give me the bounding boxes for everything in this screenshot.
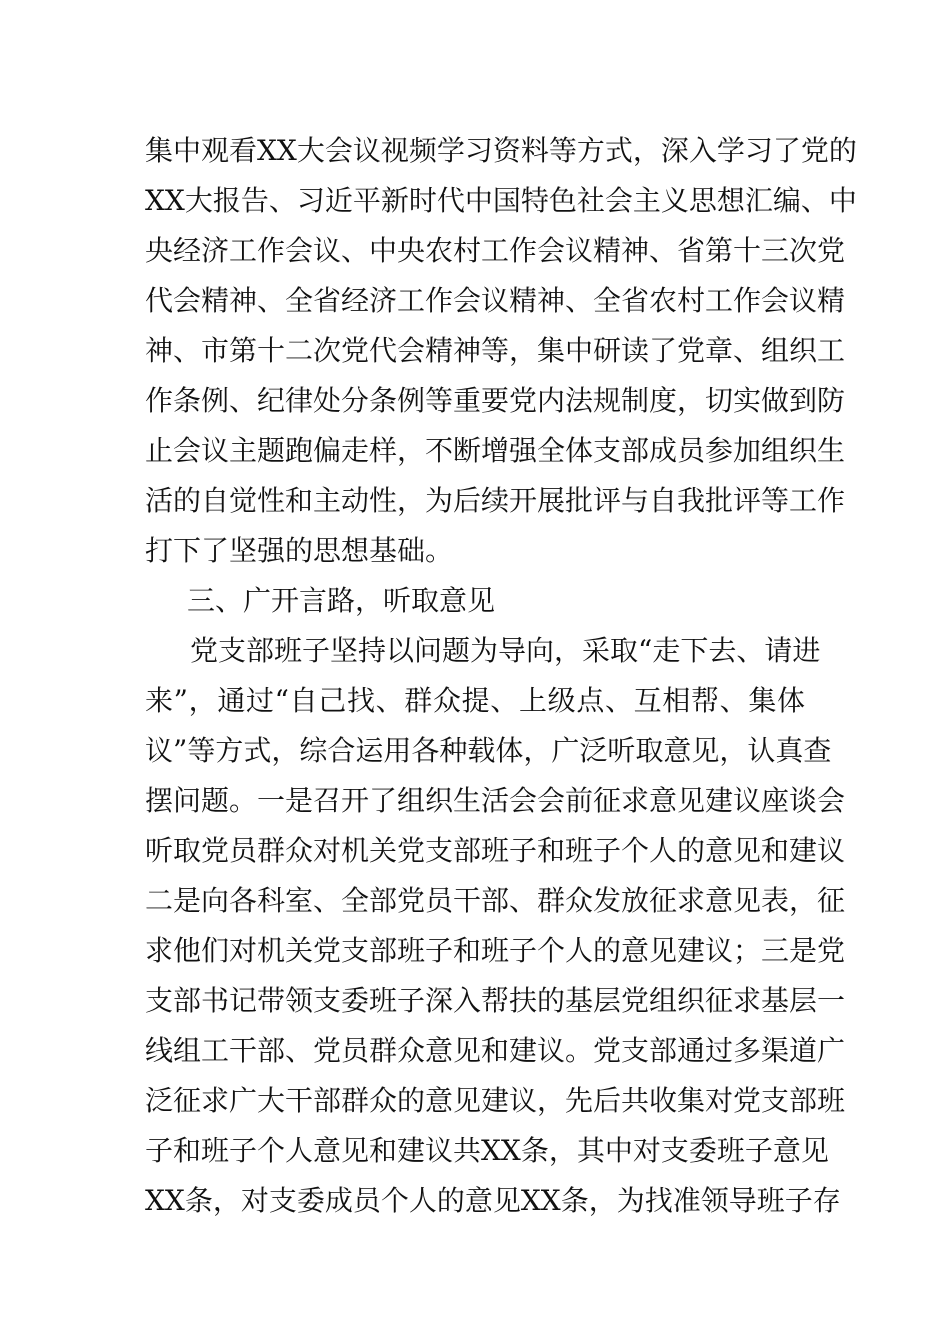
paragraph-line: XX大报告、习近平新时代中国特色社会主义思想汇编、中 [145,184,857,217]
paragraph-line: 代会精神、全省经济工作会议精神、全省农村工作会议精 [145,284,846,317]
paragraph-line: 央经济工作会议、中央农村工作会议精神、省第十三次党 [145,234,846,267]
section-heading: 三、广开言路，听取意见 [187,584,496,617]
paragraph-line: 支部书记带领支委班子深入帮扶的基层党组织征求基层一 [145,984,846,1017]
paragraph-line: 线组工干部、党员群众意见和建议。党支部通过多渠道广 [145,1034,846,1067]
paragraph-line: 集中观看XX大会议视频学习资料等方式，深入学习了党的 [145,134,857,167]
paragraph-line: 泛征求广大干部群众的意见建议，先后共收集对党支部班 [145,1084,846,1117]
paragraph-line: 议”等方式，综合运用各种载体，广泛听取意见，认真查 [145,734,832,767]
paragraph-line: 来”，通过“自己找、群众提、上级点、互相帮、集体 [145,684,805,717]
paragraph-line: 止会议主题跑偏走样，不断增强全体支部成员参加组织生 [145,434,846,467]
paragraph-line: 活的自觉性和主动性，为后续开展批评与自我批评等工作 [145,484,846,517]
paragraph-line: 摆问题。一是召开了组织生活会会前征求意见建议座谈会 [145,784,846,817]
paragraph-line: XX条，对支委成员个人的意见XX条，为找准领导班子存 [145,1184,841,1217]
paragraph-line: 子和班子个人意见和建议共XX条，其中对支委班子意见 [145,1134,829,1167]
paragraph-line: 神、市第十二次党代会精神等，集中研读了党章、组织工 [145,334,846,367]
paragraph-line: 作条例、纪律处分条例等重要党内法规制度，切实做到防 [145,384,846,417]
paragraph-line: 打下了坚强的思想基础。 [145,534,454,567]
paragraph-line: 听取党员群众对机关党支部班子和班子个人的意见和建议 [145,834,846,867]
paragraph-line: 二是向各科室、全部党员干部、群众发放征求意见表，征 [145,884,846,917]
paragraph-line: 求他们对机关党支部班子和班子个人的意见建议；三是党 [145,934,846,967]
paragraph-line: 党支部班子坚持以问题为导向，采取“走下去、请进 [190,634,821,667]
